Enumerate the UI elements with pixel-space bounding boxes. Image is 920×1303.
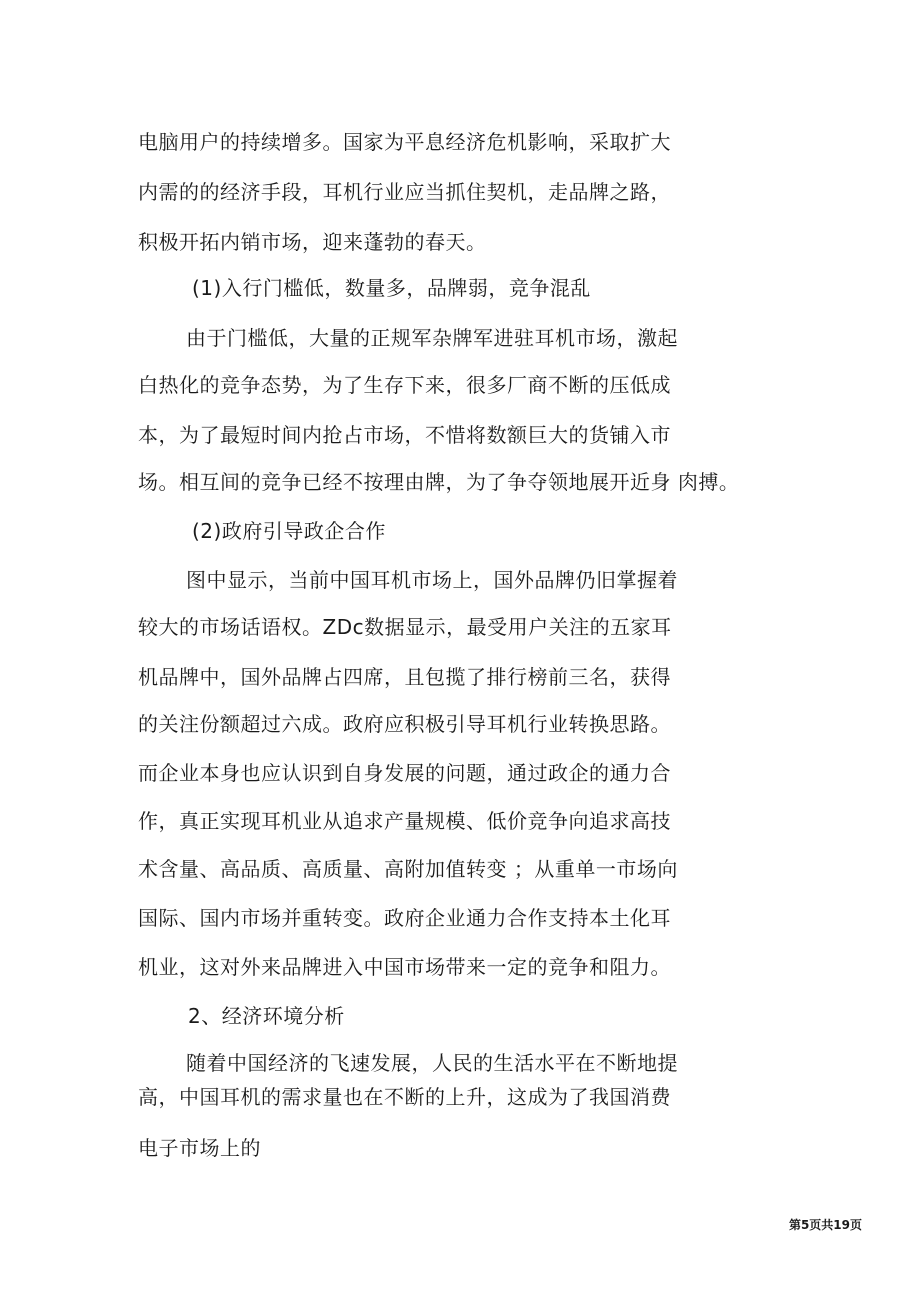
text-line-15: 作，真正实现耳机业从追求产量规模、低价竞争向追求高技 <box>138 809 671 833</box>
text-line-20: 随着中国经济的飞速发展，人民的生活水平在不断地提 <box>186 1051 678 1075</box>
text-line-16: 术含量、高品质、高质量、高附加值转变 ；从重单一市场向 <box>138 857 678 881</box>
section-heading-2: (2)政府引导政企合作 <box>192 519 386 543</box>
text-line-22: 电子市场上的 <box>138 1136 261 1160</box>
text-line-6: 白热化的竞争态势，为了生存下来，很多厂商不断的压低成 <box>138 373 671 397</box>
text-line-11: 较大的市场话语权。ZDc数据显示，最受用户关注的五家耳 <box>138 615 672 639</box>
text-line-1: 电脑用户的持续增多。国家为平息经济危机影响，采取扩大 <box>138 130 671 154</box>
text-line-12: 机品牌中，国外品牌占四席，且包揽了排行榜前三名，获得 <box>138 665 671 689</box>
text-line-2: 内需的的经济手段，耳机行业应当抓住契机，走品牌之路， <box>138 180 671 204</box>
text-line-17: 国际、国内市场并重转变。政府企业通力合作支持本土化耳 <box>138 906 671 930</box>
text-line-3: 积极开拓内销市场，迎来蓬勃的春天。 <box>138 230 487 254</box>
section-heading-3: 2、经济环境分析 <box>188 1004 345 1028</box>
section-heading-1: (1)入行门槛低，数量多，品牌弱，竞争混乱 <box>192 276 591 300</box>
text-line-21: 高，中国耳机的需求量也在不断的上升，这成为了我国消费 <box>138 1085 671 1109</box>
text-line-8: 场。相互间的竞争已经不按理由牌，为了争夺领地展开近身 肉搏。 <box>138 470 740 494</box>
page-number: 第5页共19页 <box>788 1218 862 1232</box>
text-line-18: 机业，这对外来品牌进入中国市场带来一定的竞争和阻力。 <box>138 955 671 979</box>
text-line-5: 由于门槛低，大量的正规军杂牌军进驻耳机市场，激起 <box>186 326 678 350</box>
text-line-10: 图中显示，当前中国耳机市场上，国外品牌仍旧掌握着 <box>186 568 678 592</box>
text-line-7: 本，为了最短时间内抢占市场，不惜将数额巨大的货铺入市 <box>138 423 671 447</box>
text-line-13: 的关注份额超过六成。政府应积极引导耳机行业转换思路。 <box>138 712 671 736</box>
text-line-14: 而企业本身也应认识到自身发展的问题，通过政企的通力合 <box>138 761 671 785</box>
